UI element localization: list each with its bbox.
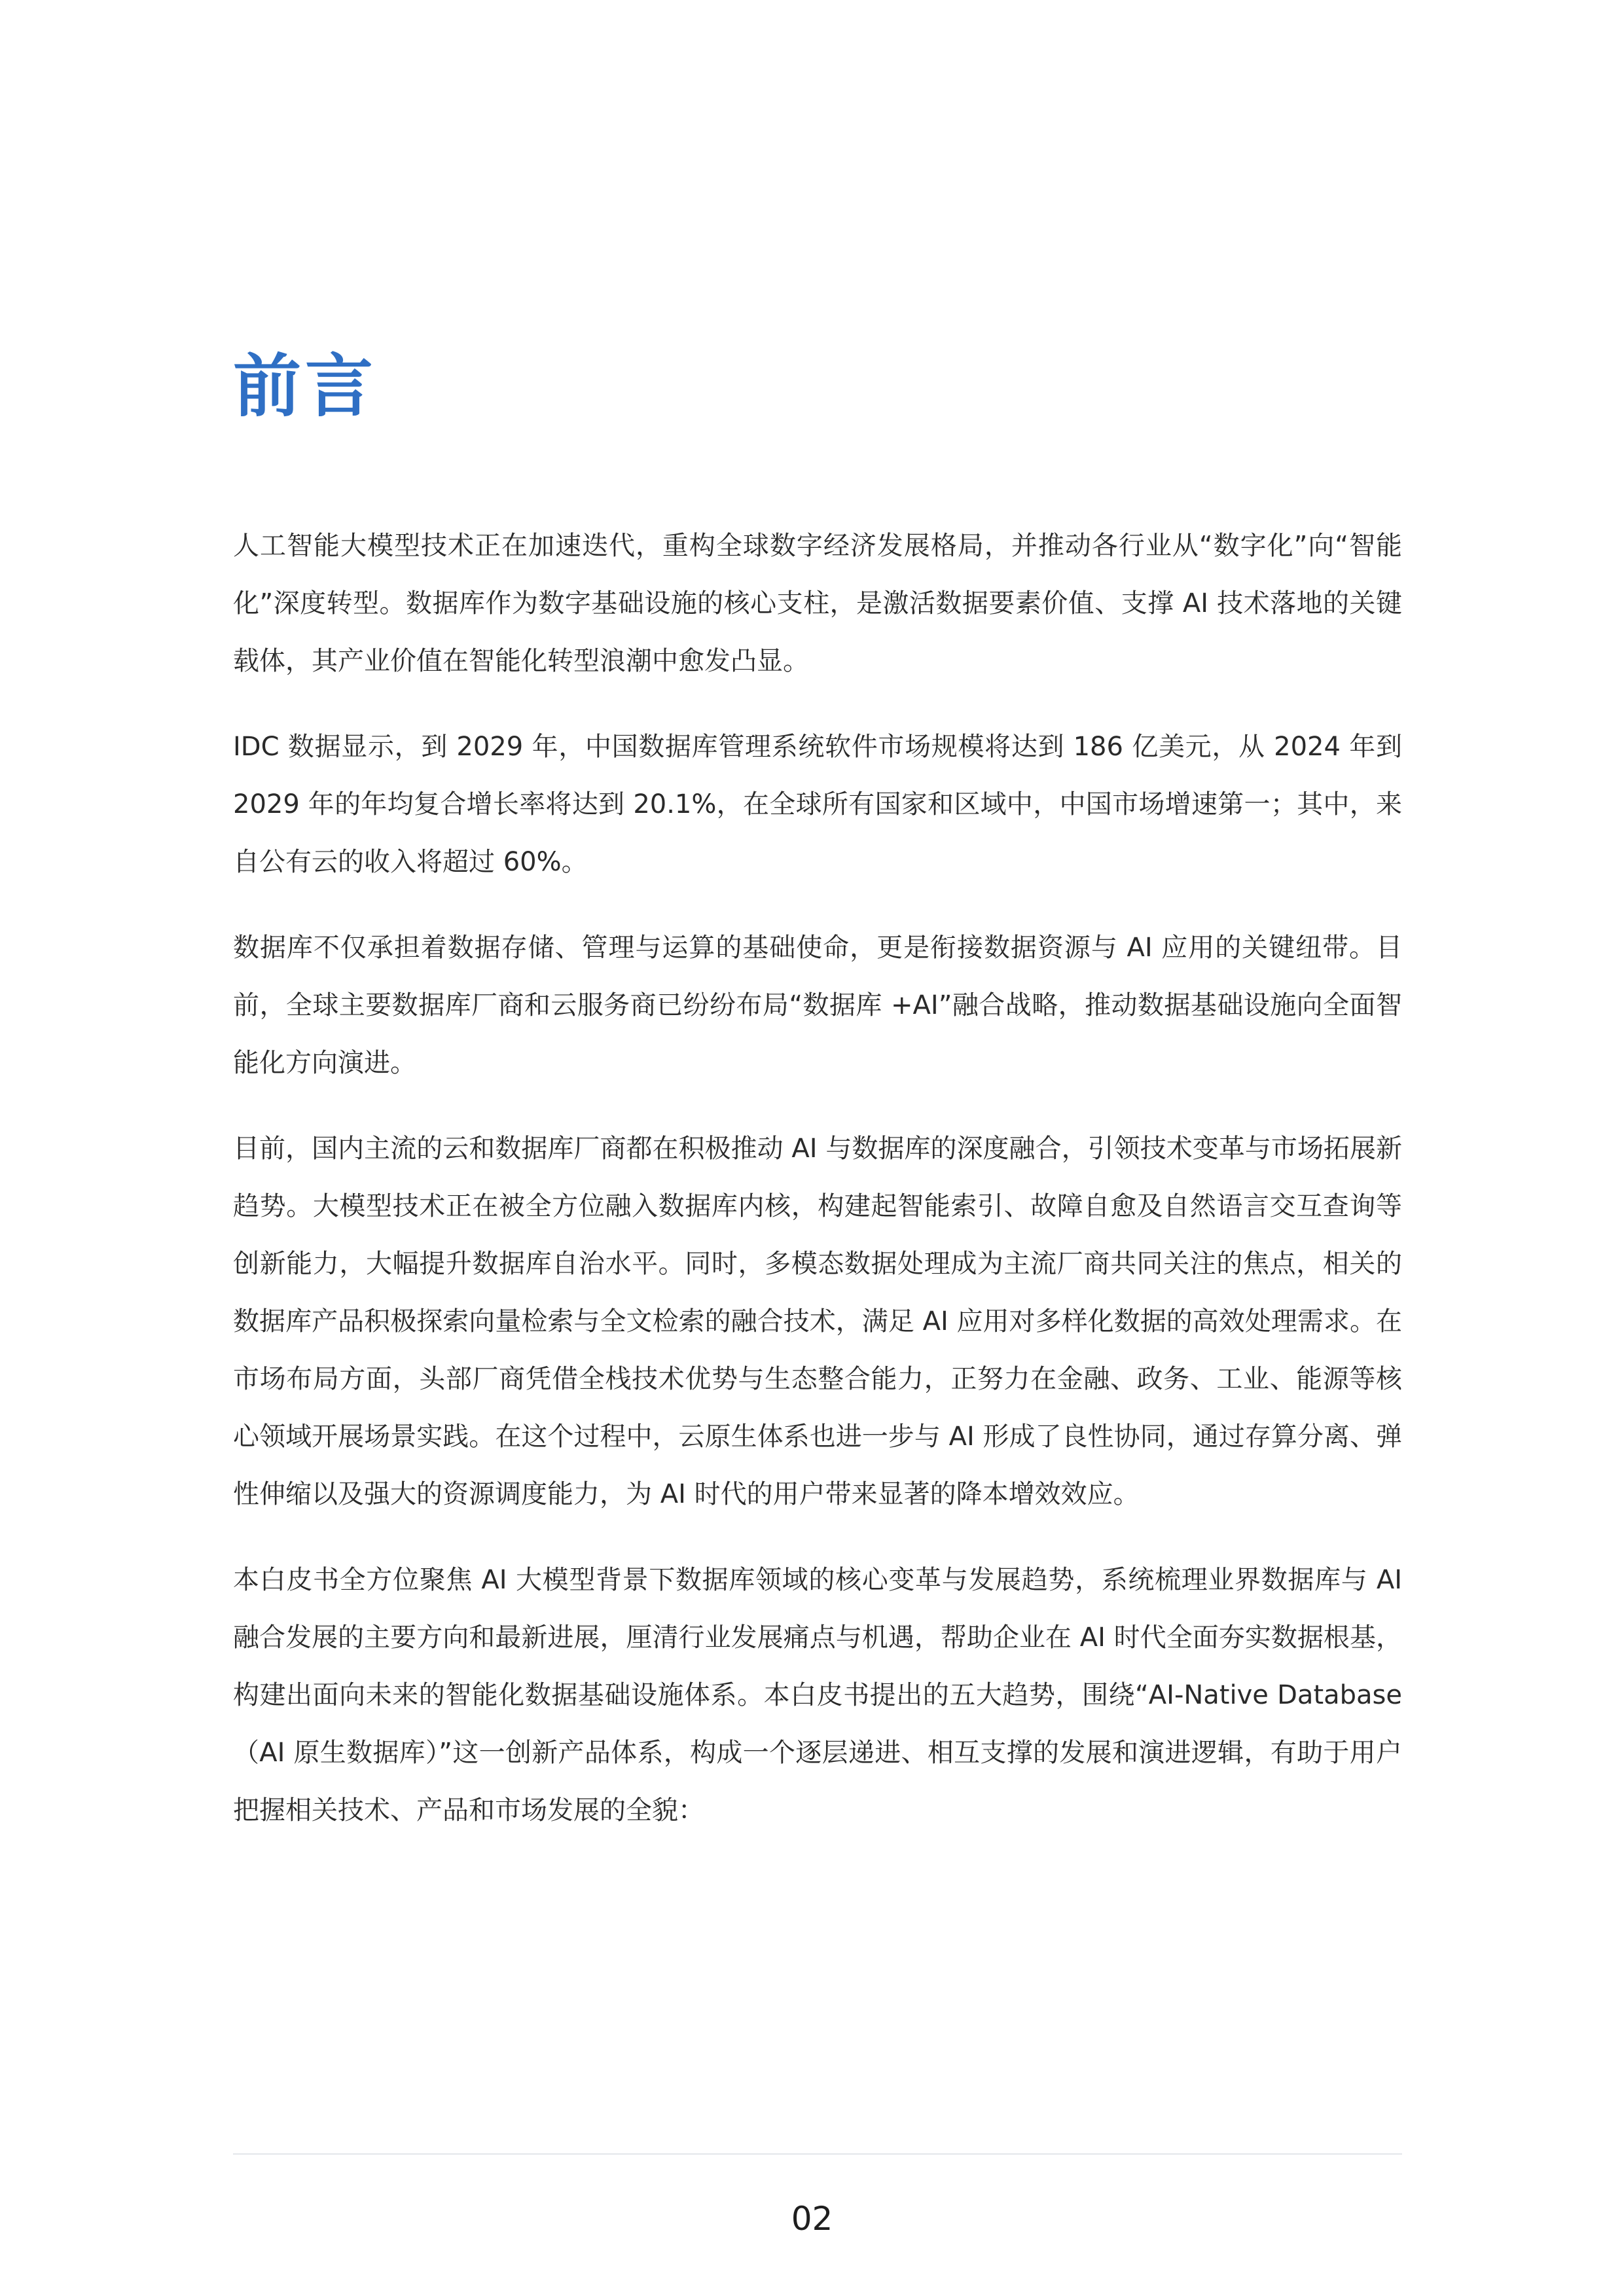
paragraph-intro: 人工智能大模型技术正在加速迭代，重构全球数字经济发展格局，并推动各行业从“数字化”向“智能化”深度转型。数据库作为数字基础设施的核心支柱，是激活数据要素价值、支撑 AI 技术落地的关键载体，其产业价值在智能化转型浪潮中愈发凸显。 — [233, 531, 1402, 676]
paragraph-idc-data: IDC 数据显示，到 2029 年，中国数据库管理系统软件市场规模将达到 186 亿美元，从 2024 年到 2029 年的年均复合增长率将达到 20.1%，在全球所有国家和区域中，中国市场增速第一；其中，来自公有云的收入将超过 60%。 — [233, 732, 1402, 877]
footer-divider — [233, 2153, 1402, 2155]
paragraph-whitepaper-focus: 本白皮书全方位聚焦 AI 大模型背景下数据库领域的核心变革与发展趋势，系统梳理业界数据库与 AI 融合发展的主要方向和最新进展，厘清行业发展痛点与机遇，帮助企业在 AI 时代全面夯实数据根基，构建出面向未来的智能化数据基础设施体系。本白皮书提出的五大趋势，围绕“AI-Native Database（AI 原生数据库）”这一创新产品体系，构成一个逐层递进、相互支撑的发展和演进逻辑，有助于用户把握相关技术、产品和市场发展的全貌： — [233, 1565, 1402, 1825]
body-content — [233, 517, 1402, 1867]
page-number: 02 — [791, 2200, 833, 2238]
page-title: 前言 — [233, 346, 378, 426]
paragraph-database-role: 数据库不仅承担着数据存储、管理与运算的基础使命，更是衔接数据资源与 AI 应用的关键纽带。目前，全球主要数据库厂商和云服务商已纷纷布局“数据库 +AI”融合战略，推动数据基础设施向全面智能化方向演进。 — [233, 933, 1402, 1078]
paragraph-domestic-trends: 目前，国内主流的云和数据库厂商都在积极推动 AI 与数据库的深度融合，引领技术变革与市场拓展新趋势。大模型技术正在被全方位融入数据库内核，构建起智能索引、故障自愈及自然语言交互查询等创新能力，大幅提升数据库自治水平。同时，多模态数据处理成为主流厂商共同关注的焦点，相关的数据库产品积极探索向量检索与全文检索的融合技术，满足 AI 应用对多样化数据的高效处理需求。在市场布局方面，头部厂商凭借全栈技术优势与生态整合能力，正努力在金融、政务、工业、能源等核心领域开展场景实践。在这个过程中，云原生体系也进一步与 AI 形成了良性协同，通过存算分离、弹性伸缩以及强大的资源调度能力，为 AI 时代的用户带来显著的降本增效效应。 — [233, 1134, 1402, 1509]
